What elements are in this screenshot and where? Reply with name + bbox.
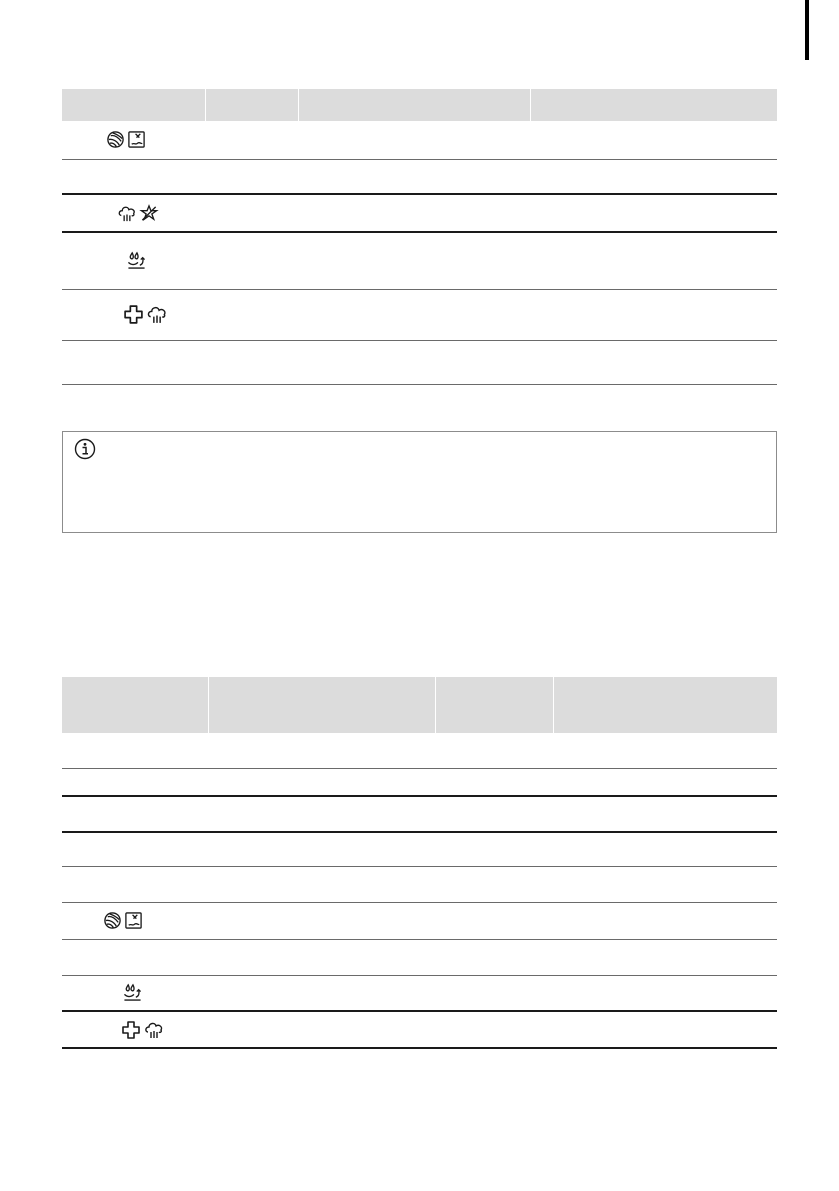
- steam-icon: [117, 204, 137, 223]
- table-row: [62, 733, 777, 768]
- steam-icon: [143, 1020, 165, 1040]
- header-cell: [208, 677, 435, 733]
- table-row: [62, 902, 777, 939]
- table-row: [62, 340, 777, 384]
- plus-icon: [121, 1020, 141, 1040]
- info-icon: [74, 438, 96, 460]
- table-row: [62, 1011, 777, 1048]
- header-cell: [435, 677, 553, 733]
- table-row: [62, 121, 777, 159]
- info-note: [62, 431, 777, 533]
- table-row: [62, 768, 777, 796]
- wool-icon: [106, 130, 125, 149]
- table-row: [62, 975, 777, 1011]
- table-row: [62, 796, 777, 832]
- plus-icon: [123, 304, 144, 325]
- table-row: [62, 939, 777, 975]
- table-row: [62, 866, 777, 902]
- header-cell: [298, 89, 530, 121]
- rinse-icon: [122, 983, 143, 1002]
- header-cell: [553, 677, 777, 733]
- handwash-icon: [127, 130, 146, 149]
- header-cell: [205, 89, 298, 121]
- rinse-icon: [126, 251, 147, 270]
- anti-allergy-icon: [139, 204, 159, 223]
- table-header: [62, 89, 777, 121]
- table-row: [62, 232, 777, 289]
- header-cell: [62, 677, 208, 733]
- header-cell: [62, 89, 205, 121]
- handwash-icon: [124, 911, 143, 930]
- steam-icon: [146, 304, 168, 325]
- header-cell: [530, 89, 777, 121]
- programme-table: [62, 89, 777, 385]
- table-header: [62, 677, 777, 733]
- table-row: [62, 289, 777, 340]
- table-row: [62, 159, 777, 194]
- programme-table-2: [62, 677, 777, 1049]
- top-right-rule: [805, 0, 809, 60]
- table-row: [62, 832, 777, 866]
- wool-icon: [103, 911, 122, 930]
- table-row: [62, 194, 777, 232]
